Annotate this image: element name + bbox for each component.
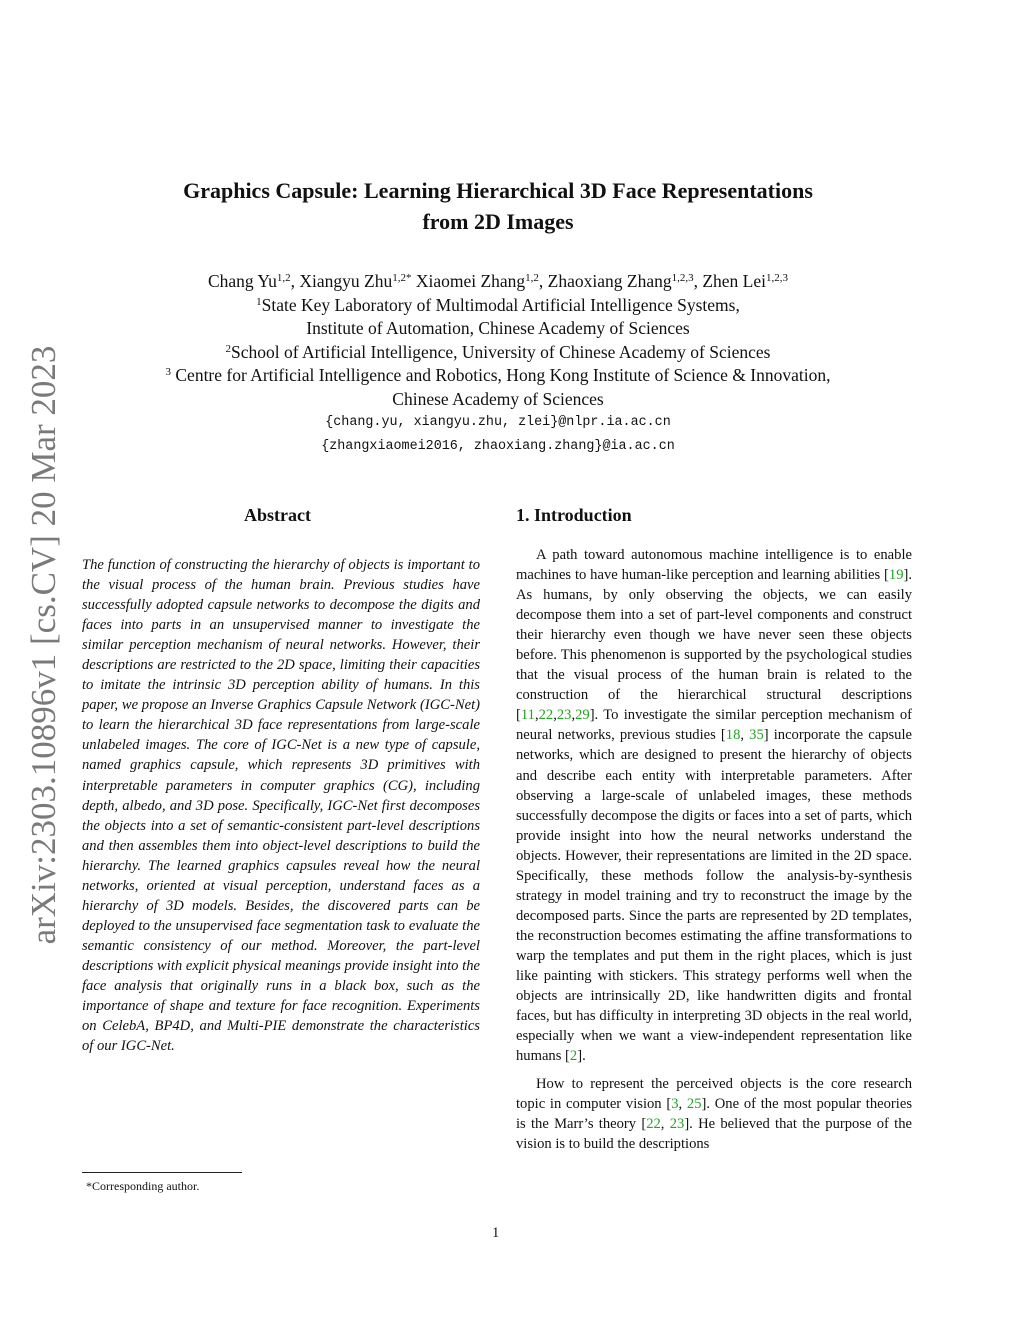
author-name: , Xiangyu Zhu (290, 271, 393, 291)
citation-link[interactable]: 2 (569, 1048, 578, 1065)
affiliation-2 (100, 341, 896, 365)
citation-link[interactable]: 29 (575, 707, 590, 724)
author-name: , Zhaoxiang Zhang (538, 271, 672, 291)
abstract-heading: Abstract (244, 505, 311, 525)
citation-link[interactable]: 23 (556, 707, 572, 724)
intro-paragraph-1: A path toward autonomous machine intelligence is to enable machines to have human-like perception and learning abilities [19]. As humans, by only observing the objects, we can easily decompose them into a set of part-level components and construct their hierarchy even though we have never seen these objects before. This phenomenon is supported by the psychological studies that the visual process of the human brain is related to the construction of the hierarchical structural descriptions [11,22,23,29]. To investigate the similar perception mechanism of neural networks, previous studies [18, 35] incorporate the capsule networks, which are designed to present the hierarchy of objects and describe each entity with interpretable parameters. After observing a large-scale of unlabeled images, these methods successfully decompose the digits or faces into a set of parts, which provide insight into how the neural networks understand the objects. However, their representations are limited in the 2D space. Specifically, these methods follow the analysis-by-synthesis strategy in model training and try to reconstruct the image by the decomposed parts. Since the parts are represented by 2D templates, the reconstruction becomes estimating the affine transformations to warp the templates and put them in the right places, which is just like painting with stickers. This strategy performs well when the objects are intrinsically 2D, like handwritten digits and frontal faces, but has difficulty in interpreting 3D objects in the real world, especially when we want a view-independent representation like humans [2]. (516, 547, 913, 1065)
author-affil-sup: 1,2 (525, 272, 539, 284)
affiliation-1 (100, 294, 896, 318)
citation-link[interactable]: 3 (671, 1096, 679, 1113)
affiliation-text: School of Artificial Intelligence, University of Chinese Academy of Sciences (231, 341, 771, 362)
text-run: A path toward autonomous machine intelligence is to enable machines to have human-like perception and learning abilities [ (516, 547, 912, 584)
citation-link[interactable]: 25 (686, 1096, 702, 1113)
title-line-1: Graphics Capsule: Learning Hierarchical 3D Face Representations (183, 178, 813, 203)
text-run: ]. (577, 1048, 586, 1065)
citation-link[interactable]: 19 (888, 567, 904, 584)
author-affil-sup: 1,2* (392, 272, 412, 284)
author-name: , Zhen Lei (693, 271, 766, 291)
author-block (100, 270, 896, 458)
citation-link[interactable]: 22 (538, 707, 554, 724)
text-run: ]. To investigate the similar perception mechanism of neural networks, previous studies [ (516, 707, 912, 744)
author-name: Chang Yu (207, 271, 277, 291)
affil-sup: 1 (256, 295, 262, 308)
abstract-body: The function of constructing the hierarchy of objects is important to the visual process of the human brain. Previous studies have successfully adopted capsule networks to decompose the digits and faces into parts in an unsupervised manner to investigate the similar perception mechanism of neural networks. However, their descriptions are restricted to the 2D space, limiting their capacities to imitate the intrinsic 3D perception ability of humans. In this paper, we propose an Inverse Graphics Capsule Network (IGC-Net) to learn the hierarchical 3D face representations from large-scale unlabeled images. The core of IGC-Net is a new type of capsule, named graphics capsule, which represents 3D primitives with interpretable parameters in computer graphics (CG), including depth, albedo, and 3D pose. Specifically, IGC-Net first decomposes the objects into a set of semantic-consistent part-level descriptions and then assembles them into object-level descriptions to build the hierarchy. The learned graphics capsules reveal how the neural networks, oriented at visual perception, understand faces as a hierarchy of 3D models. Besides, the discovered parts can be deployed to the unsupervised face segmentation task to evaluate the semantic consistency of our method. Moreover, the part-level descriptions with explicit physical meanings provide insight into the face analysis that originally runs in a black box, such as the importance of shape and texture for face recognition. Experiments on CelebA, BP4D, and Multi-PIE demonstrate the characteristics of our IGC-Net. (82, 557, 480, 1055)
author-name: Xiaomei Zhang (411, 271, 526, 291)
affil-sup: 2 (225, 342, 232, 355)
page-number: 1 (492, 1225, 500, 1241)
text-run: ]. He believed that the purpose of the vision is to build the descriptions (516, 1116, 913, 1153)
citation-link[interactable]: 22 (646, 1116, 661, 1133)
intro-paragraph-2: How to represent the perceived objects is the core research topic in computer vision [3, 25]. One of the most popular theories is the Marr’s theory [22, 23]. He believed that the purpose of the vision is to build the descriptions (516, 1076, 913, 1153)
affil-sup: 3 (165, 366, 171, 378)
affiliation-3 (100, 364, 896, 388)
affiliation-text: Centre for Artificial Intelligence and Robotics, Hong Kong Institute of Science & Innovation, (171, 365, 831, 385)
arxiv-identifier-sidebar (24, 345, 64, 945)
citation-link[interactable]: 23 (669, 1116, 685, 1133)
author-affil-sup: 1,2,3 (671, 272, 694, 284)
email-line-2: {zhangxiaomei2016, zhaoxiang.zhang}@ia.ac.cn (321, 438, 675, 454)
text-run: ]. As humans, by only observing the objects, we can easily decompose them into a set of part-level components and construct their hierarchy even though we have never seen these objects before. This phenomenon is supported by the psychological studies that the visual process of the human brain is related to the construction of the hierarchical structural descriptions [ (516, 567, 912, 724)
introduction-body (516, 545, 912, 1154)
citation-link[interactable]: 35 (749, 727, 764, 744)
affiliation-text: State Key Laboratory of Multimodal Artificial Intelligence Systems, (261, 294, 740, 315)
author-list (100, 270, 896, 294)
affiliation-3-cont: Chinese Academy of Sciences (392, 388, 604, 409)
arxiv-identifier: arXiv:2303.10896v1 [cs.CV] 20 Mar 2023 (24, 345, 63, 945)
author-affil-sup: 1,2 (276, 272, 291, 284)
text-run: ] incorporate the capsule networks, which are designed to present the hierarchy of objects and describe each entity with interpretable parameters. After observing a large-scale of unlabeled images, these methods successfully decompose the digits or faces into a set of parts, which provide insight into how the neural networks understand the objects. However, their representations are limited in the 2D space. Specifically, these methods follow the analysis-by-synthesis strategy in model training and try to reconstruct the image by the decomposed parts. Since the parts are represented by 2D templates, the reconstruction becomes estimating the affine transformations to warp the templates and put them in the right places, which is just like painting with stickers. This strategy performs well when the objects are intrinsically 2D, like handwritten digits and frontal faces, but has difficulty in interpreting 3D objects in the real world, especially when we want a view-independent representation like humans [ (516, 727, 913, 1065)
introduction-heading: 1. Introduction (516, 505, 632, 525)
text-run: How to represent the perceived objects is the core research topic in computer vision [ (516, 1076, 912, 1113)
paper-title (100, 175, 896, 237)
author-affil-sup: 1,2,3 (766, 272, 788, 284)
citation-link[interactable]: 18 (725, 727, 741, 744)
text-run: ]. One of the most popular theories is the Marr’s theory [ (516, 1096, 912, 1133)
footnote: *Corresponding author. (86, 1179, 200, 1193)
footnote-divider (82, 1172, 242, 1173)
email-line-1: {chang.yu, xiangyu.zhu, zlei}@nlpr.ia.ac.cn (325, 415, 671, 430)
citation-link[interactable]: 11 (520, 707, 535, 724)
title-line-2: from 2D Images (422, 209, 574, 234)
affiliation-1-cont: Institute of Automation, Chinese Academy of Sciences (306, 318, 690, 338)
